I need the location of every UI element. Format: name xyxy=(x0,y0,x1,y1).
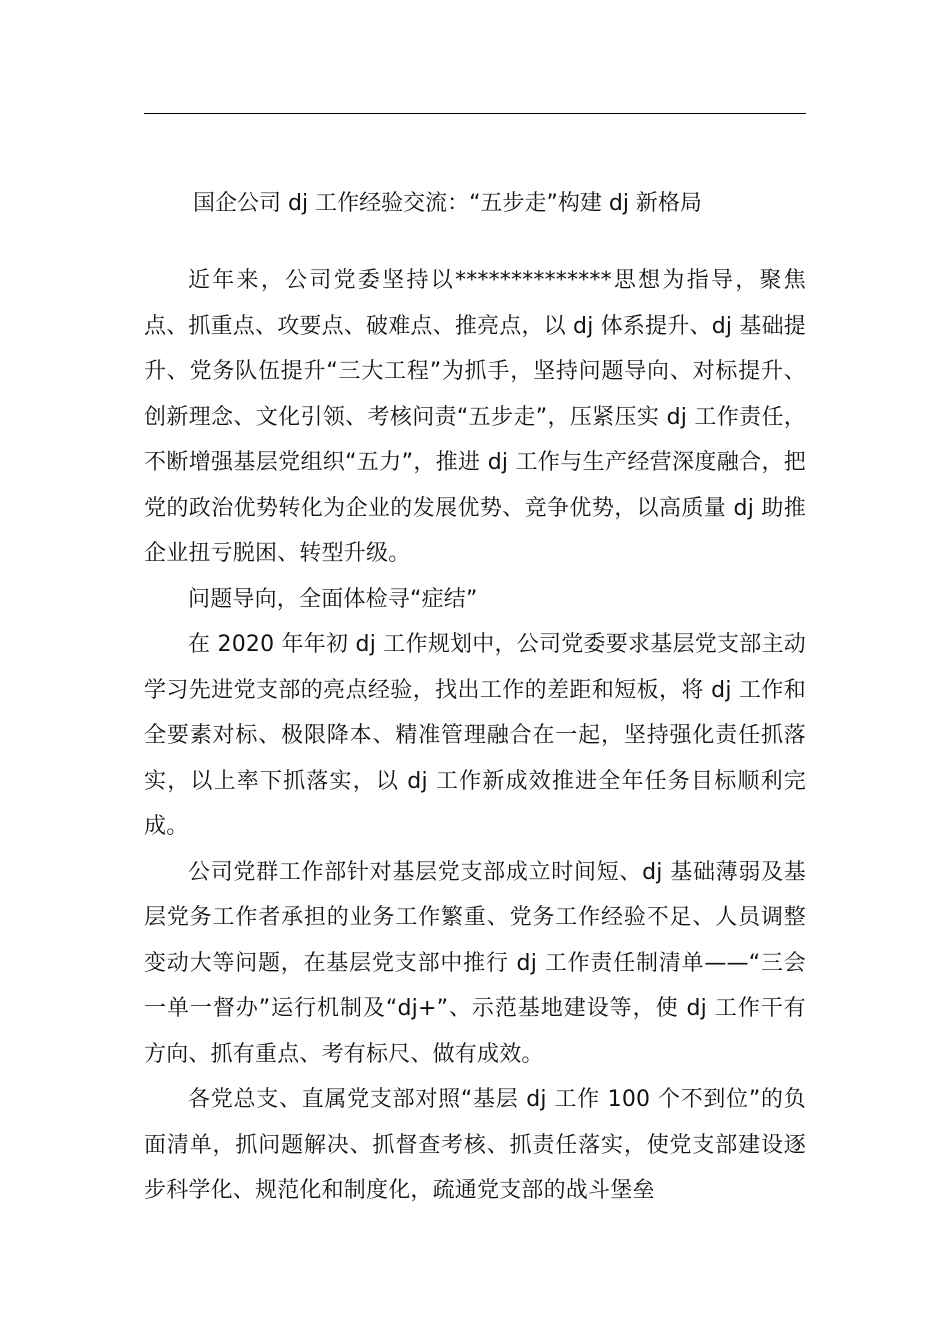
paragraph-intro: 近年来，公司党委坚持以**************思想为指导，聚焦点、抓重点、攻要点、破难点、推亮点，以 dj 体系提升、dj 基础提升、党务队伍提升“三大工程”为抓手，坚持问题导向、对标提升、创新理念、文化引领、考核问责“五步走”，压紧压实 dj 工作责任，不断增强基层党组织“五力”，推进 dj 工作与生产经营深度融合，把党的政治优势转化为企业的发展优势、竞争优势，以高质量 dj 助推企业扭亏脱困、转型升级。 xyxy=(144,268,806,566)
paragraph-negative-list: 各党总支、直属党支部对照“基层 dj 工作 100 个不到位”的负面清单，抓问题解决、抓督查考核、抓责任落实，使党支部建设逐步科学化、规范化和制度化，疏通党支部的战斗堡垒 xyxy=(144,1087,806,1203)
header-rule xyxy=(144,113,806,114)
document-title: 国企公司 dj 工作经验交流：“五步走”构建 dj 新格局 xyxy=(193,191,702,216)
section-heading-problem-orientation: 问题导向，全面体检寻“症结” xyxy=(188,586,478,612)
paragraph-2020-plan: 在 2020 年年初 dj 工作规划中，公司党委要求基层党支部主动学习先进党支部的亮点经验，找出工作的差距和短板，将 dj 工作和全要素对标、极限降本、精准管理融合在一起，坚持强化责任抓落实，以上率下抓落实，以 dj 工作新成效推进全年任务目标顺利完成。 xyxy=(144,632,806,839)
document-body xyxy=(144,258,806,1214)
paragraph-party-work-department: 公司党群工作部针对基层党支部成立时间短、dj 基础薄弱及基层党务工作者承担的业务工作繁重、党务工作经验不足、人员调整变动大等问题，在基层党支部中推行 dj 工作责任制清单——“三会一单一督办”运行机制及“dj+”、示范基地建设等，使 dj 工作干有方向、抓有重点、考有标尺、做有成效。 xyxy=(144,859,806,1067)
